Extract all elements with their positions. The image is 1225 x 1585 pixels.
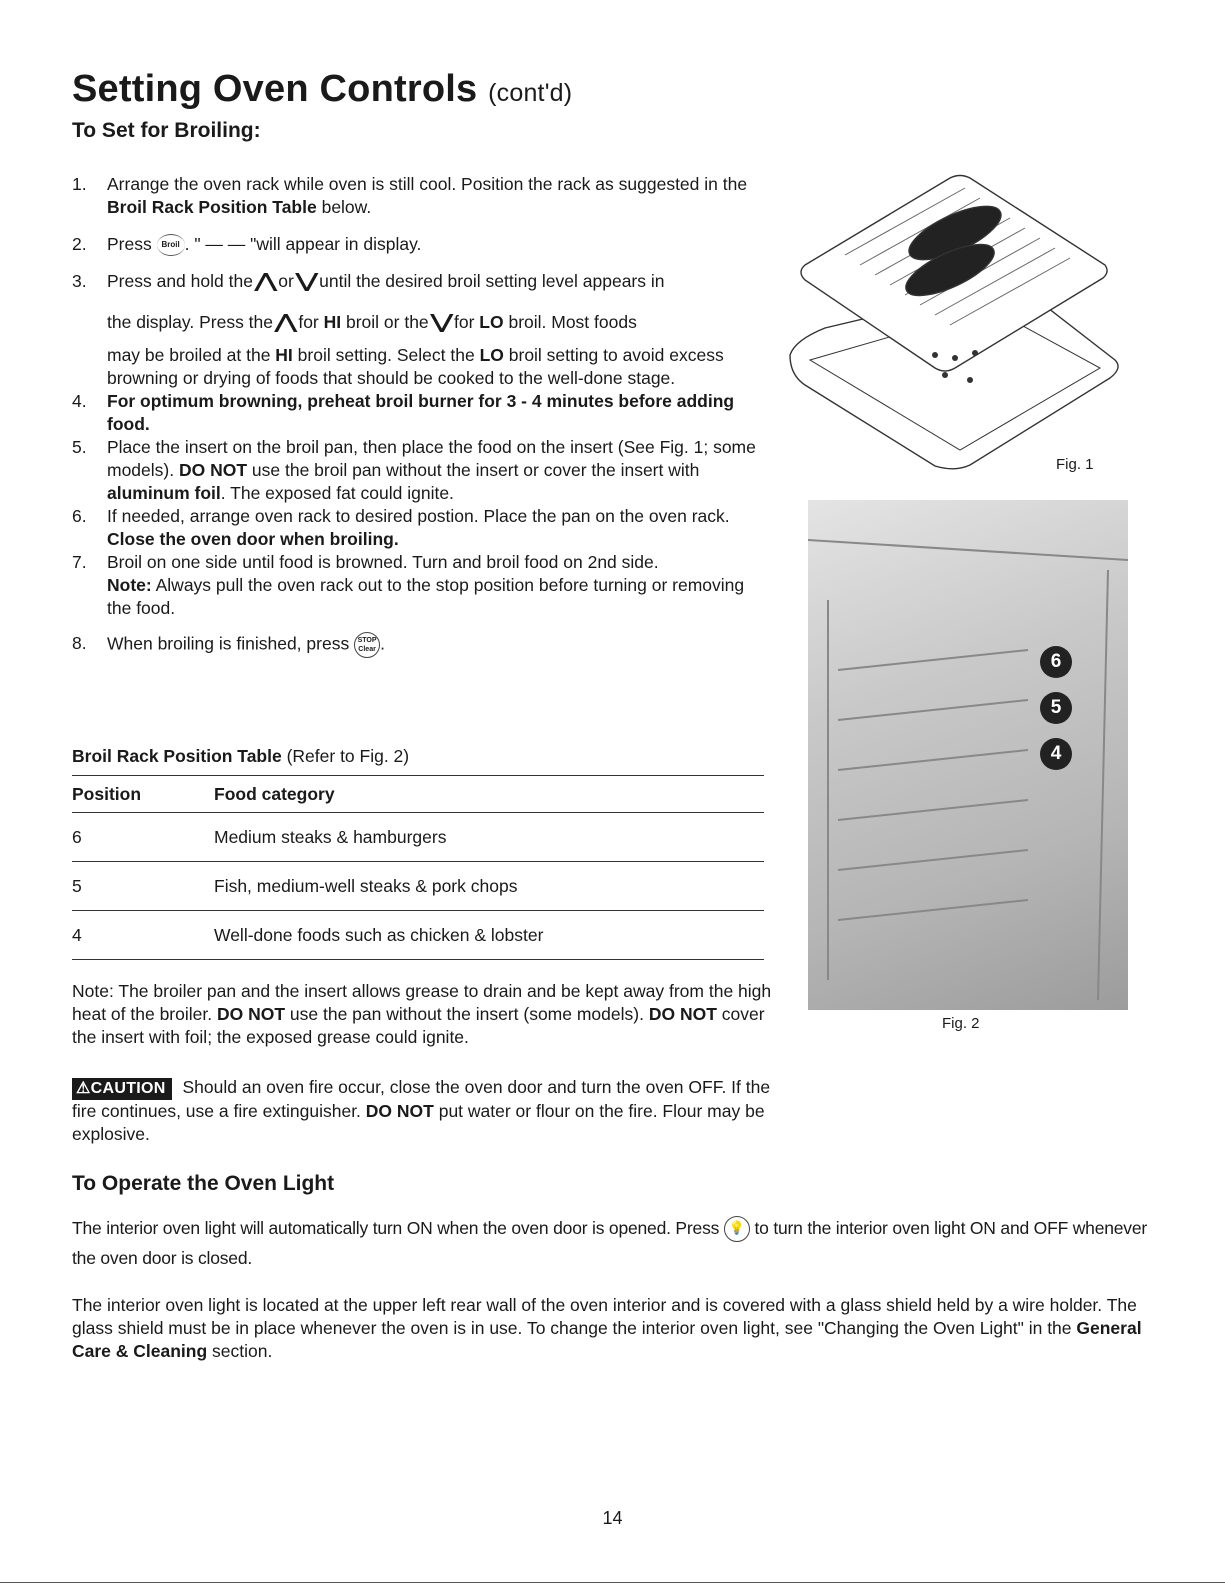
note-text: cover the insert with foil; the exposed grease could ignite. — [72, 1004, 765, 1047]
step-text: Press — [107, 234, 157, 254]
step-text: Press and hold the — [107, 271, 258, 292]
step-text: until the desired broil setting level appears in — [314, 271, 665, 292]
step-text: Place the insert on the broil pan, then place the food on the insert (See Fig. 1; some models). — [107, 437, 756, 481]
page-number: 14 — [602, 1508, 623, 1528]
rack-position-5-badge: 5 — [1040, 692, 1072, 724]
figure-1-label: Fig. 1 — [1056, 456, 1094, 473]
step-text: Broil on one side until food is browned. Turn and broil food on 2nd side. — [107, 552, 659, 573]
figure-2-label: Fig. 2 — [942, 1015, 980, 1032]
step-text: broil or the — [341, 312, 434, 333]
step-text: broil setting. Select the — [292, 345, 480, 366]
step-text: . " — — "will appear in display. — [184, 234, 422, 254]
step-bold-text: Broil Rack Position Table — [107, 197, 317, 217]
step-1 — [72, 173, 772, 219]
table-row — [72, 813, 764, 862]
step-3 — [72, 270, 772, 390]
step-number: 7. — [72, 552, 87, 573]
step-bold-text: HI — [275, 345, 293, 366]
step-4 — [72, 390, 767, 436]
food-category-cell: Medium steaks & hamburgers — [214, 813, 764, 862]
step-5 — [72, 436, 767, 505]
note-text: Note: The broiler pan and the insert allows grease to drain and be kept away from the high heat of the broiler. — [72, 981, 772, 1024]
oven-light-button-icon: 💡 — [724, 1216, 750, 1242]
table-caption — [72, 746, 409, 767]
step-8 — [72, 632, 772, 658]
page-title — [72, 68, 572, 111]
column-header-position: Position — [72, 776, 214, 813]
step-number: 1. — [72, 174, 87, 194]
column-header-food-category: Food category — [214, 776, 764, 813]
step-text: or — [273, 271, 299, 292]
up-arrow-icon: ⋀ — [254, 271, 277, 293]
step-bold-text: LO — [479, 312, 504, 333]
step-number: 3. — [72, 271, 87, 292]
light-text: The interior oven light is located at the upper left rear wall of the oven interior and is covered with a glass shield held by a wire holder. The glass shield must be in place whenever the oven is in use. To change the interior oven light, see "Changing the Oven Light" in the — [72, 1295, 1137, 1338]
table-header-row — [72, 776, 764, 813]
step-number: 5. — [72, 437, 87, 458]
down-arrow-icon: ⋁ — [295, 271, 318, 293]
step-number: 4. — [72, 391, 87, 412]
page-title-suffix: (cont'd) — [488, 79, 573, 107]
table-row — [72, 911, 764, 960]
light-bold-text: General Care & Cleaning — [72, 1318, 1142, 1361]
step-bold-text: HI — [323, 312, 342, 333]
broil-pan-illustration — [785, 170, 1120, 470]
caution-text: Should an oven fire occur, close the oven door and turn the oven OFF. If the fire continues, use a fire extinguisher. — [72, 1077, 771, 1121]
oven-light-paragraph-2 — [72, 1294, 1152, 1363]
step-text: the display. Press the — [107, 312, 278, 333]
broil-button-icon: Broil — [157, 234, 185, 256]
step-text: Arrange the oven rack while oven is still cool. Position the rack as suggested in the — [107, 174, 748, 194]
step-text: Always pull the oven rack out to the stop position before turning or removing the food. — [107, 575, 745, 619]
bottom-rule — [0, 1582, 1225, 1583]
stop-clear-button-icon — [354, 632, 380, 658]
table-caption-bold: Broil Rack Position Table — [72, 746, 282, 766]
step-text: below. — [316, 197, 372, 217]
section-heading-oven-light: To Operate the Oven Light — [72, 1172, 335, 1195]
step-bold-text: For optimum browning, preheat broil burner for 3 - 4 minutes before adding food. — [107, 391, 735, 435]
stop-label: STOP — [357, 637, 377, 645]
step-text: . The exposed fat could ignite. — [220, 483, 454, 504]
step-text: for — [293, 312, 324, 333]
table-caption-rest: (Refer to Fig. 2) — [281, 746, 410, 766]
step-6 — [72, 505, 757, 551]
broil-rack-position-table — [72, 775, 764, 960]
light-text: The interior oven light will automatically turn ON when the oven door is opened. Press — [72, 1218, 724, 1238]
section-heading-broiling: To Set for Broiling: — [72, 119, 261, 142]
down-arrow-icon: ⋁ — [430, 312, 453, 334]
broiling-steps — [72, 173, 772, 658]
step-text: broil setting to avoid excess browning or drying of foods that should be cooked to the well-done stage. — [107, 345, 724, 389]
step-bold-text: DO NOT — [178, 460, 248, 481]
step-bold-text: aluminum foil — [107, 483, 221, 504]
note-text: use the pan without the insert (some models). — [285, 1004, 649, 1024]
caution-bold-text: DO NOT — [365, 1101, 434, 1121]
food-category-cell: Fish, medium-well steaks & pork chops — [214, 862, 764, 911]
oven-light-paragraph-1 — [72, 1213, 1152, 1273]
page-title-text: Setting Oven Controls — [72, 68, 478, 110]
position-cell: 4 — [72, 911, 214, 960]
step-text: broil. Most foods — [503, 312, 637, 333]
caution-block — [72, 1076, 772, 1146]
light-text: section. — [207, 1341, 273, 1361]
step-text: When broiling is finished, press — [107, 634, 355, 654]
step-text: use the broil pan without the insert or cover the insert with — [247, 460, 700, 481]
rack-position-6-badge: 6 — [1040, 646, 1072, 678]
up-arrow-icon: ⋀ — [274, 312, 297, 334]
oven-rack-lines — [808, 500, 1128, 1010]
step-bold-text: LO — [479, 345, 504, 366]
oven-interior-photo — [808, 500, 1128, 1010]
step-bold-text: Note: — [107, 575, 152, 596]
caution-badge: ⚠CAUTION — [72, 1078, 172, 1100]
rack-position-4-badge: 4 — [1040, 738, 1072, 770]
step-text: If needed, arrange oven rack to desired postion. Place the pan on the oven rack. — [107, 506, 730, 527]
broiler-note — [72, 980, 772, 1049]
clear-label: Clear — [358, 646, 376, 654]
step-number: 8. — [72, 633, 87, 654]
step-7 — [72, 551, 757, 620]
food-category-cell: Well-done foods such as chicken & lobster — [214, 911, 764, 960]
table-row — [72, 862, 764, 911]
step-text: for — [449, 312, 480, 333]
position-cell: 6 — [72, 813, 214, 862]
caution-text: put water or flour on the fire. Flour may be explosive. — [72, 1101, 765, 1144]
note-bold-text: DO NOT — [216, 1004, 286, 1024]
step-number: 2. — [72, 234, 87, 254]
step-2 — [72, 233, 772, 256]
note-bold-text: DO NOT — [648, 1004, 717, 1024]
step-text: may be broiled at the — [107, 345, 276, 366]
light-text: to turn the interior oven light ON and OFF whenever the oven door is closed. — [72, 1218, 1148, 1268]
step-text: . — [380, 634, 385, 654]
step-number: 6. — [72, 506, 87, 527]
step-bold-text: Close the oven door when broiling. — [107, 529, 399, 550]
position-cell: 5 — [72, 862, 214, 911]
